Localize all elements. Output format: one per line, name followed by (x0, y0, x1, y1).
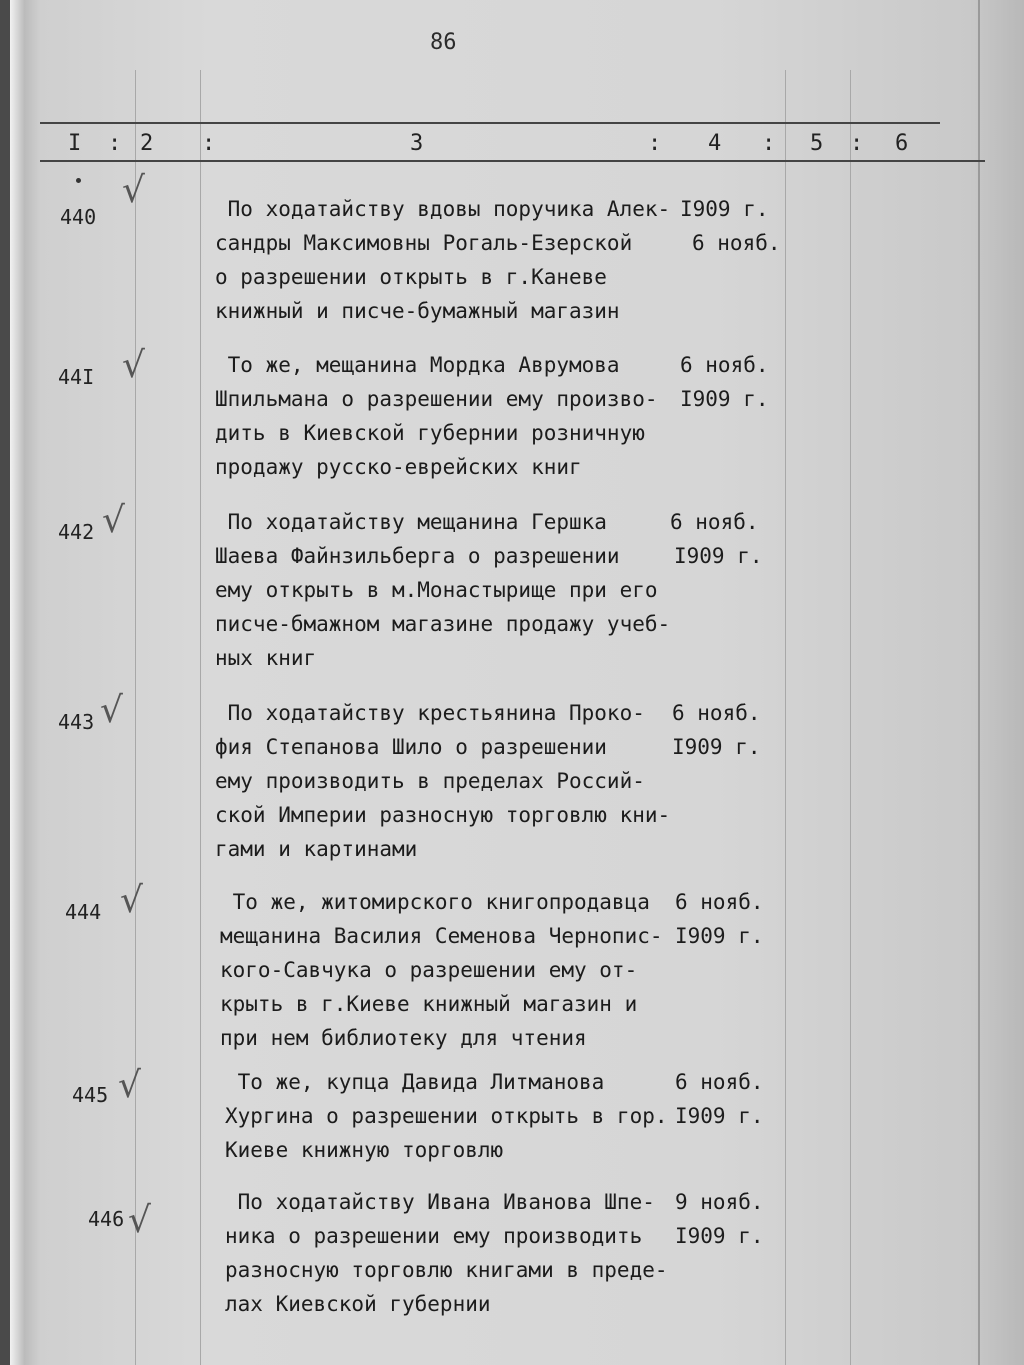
entry-number: 445 (72, 1083, 109, 1107)
checkmark-icon: √ (122, 345, 145, 386)
entry-date: 6 нояб. I909 г. (670, 510, 763, 568)
entry-number: 442 (58, 520, 95, 544)
column-divider (200, 70, 201, 1365)
column-separator: : (202, 131, 216, 156)
entry-date: 6 нояб. I909 г. (675, 1070, 764, 1128)
entry-text: То же, купца Давида Литманова Хургина о разрешении открыть в гор. Киеве книжную торговлю (225, 1070, 668, 1162)
column-divider (785, 70, 786, 1365)
column-number: 3 (410, 131, 424, 156)
entry-text: По ходатайству крестьянина Проко- фия Степанова Шило о разрешении ему производить в пределах Россий- ской Империи разносную торговлю кни- гами и картинами (215, 701, 671, 861)
checkmark-icon: √ (102, 500, 125, 541)
entry-date: 6 нояб. I909 г. (680, 353, 769, 411)
entry-date: 6 нояб. I909 г. (675, 890, 764, 948)
column-divider (135, 70, 136, 1365)
column-separator: : (850, 131, 864, 156)
column-number: 4 (708, 131, 722, 156)
entry-number: 444 (65, 900, 102, 924)
column-number: 5 (810, 131, 824, 156)
entry-number: 44I (58, 365, 95, 389)
checkmark-icon: √ (100, 690, 123, 731)
column-number: 2 (140, 131, 154, 156)
column-number: I (68, 131, 82, 156)
checkmark-icon: √ (122, 170, 145, 211)
entry-date: I909 г. 6 нояб. (680, 197, 781, 255)
column-number: 6 (895, 131, 909, 156)
checkmark-icon: √ (118, 1065, 141, 1106)
entry-text: По ходатайству вдовы поручика Алек- сандры Максимовны Рогаль-Езерской о разрешении открыть в г.Каневе книжный и писче-бумажный магазин (215, 197, 671, 323)
entry-number: 440 (60, 205, 97, 229)
entry-number: 443 (58, 710, 95, 734)
column-separator: : (762, 131, 776, 156)
entry-number: 446 (88, 1207, 125, 1231)
ink-dot (76, 178, 81, 183)
entry-date: 9 нояб. I909 г. (675, 1190, 764, 1248)
header-rule-top (40, 122, 940, 124)
entry-text: По ходатайству мещанина Гершка Шаева Файнзильберга о разрешении ему открыть в м.Монастырище при его писче-бмажном магазине продажу учеб- ных книг (215, 510, 671, 670)
column-separator: : (648, 131, 662, 156)
entry-text: То же, мещанина Мордка Аврумова Шпильмана о разрешении ему произво- дить в Киевской губернии розничную продажу русско-еврейских книг (215, 353, 658, 479)
column-divider (850, 70, 851, 1365)
checkmark-icon: √ (120, 880, 143, 921)
archive-page (10, 0, 1024, 1365)
entry-date: 6 нояб. I909 г. (672, 701, 761, 759)
page-number: 86 (430, 30, 457, 55)
entry-text: То же, житомирского книгопродавца мещанина Василия Семенова Чернопис- кого-Савчука о разрешении ему от- крыть в г.Киеве книжный магазин и при нем библиотеку для чтения (220, 890, 663, 1050)
checkmark-icon: √ (128, 1200, 151, 1241)
column-separator: : (108, 131, 122, 156)
page-edge (10, 0, 24, 1365)
header-rule-bottom (40, 160, 985, 162)
margin-line (978, 0, 980, 1365)
entry-text: По ходатайству Ивана Иванова Шпе- ника о разрешении ему производить разносную торговлю книгами в преде- лах Киевской губернии (225, 1190, 668, 1316)
